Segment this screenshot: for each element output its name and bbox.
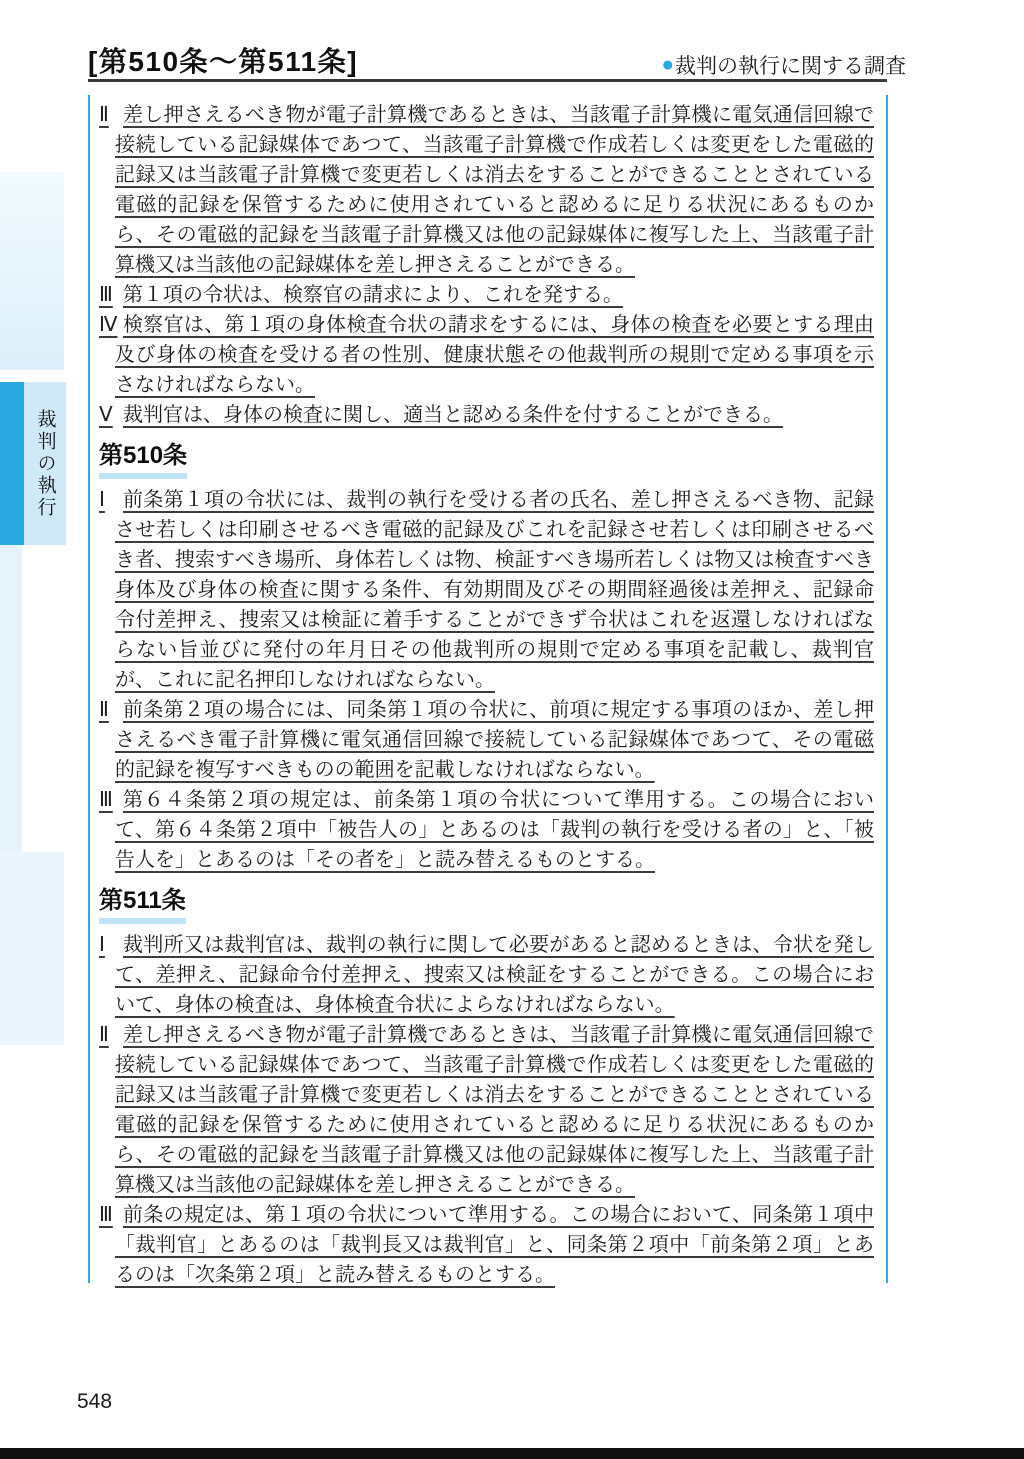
paragraph-text: 差し押さえるべき物が電子計算機であるときは、当該電子計算機に電気通信回線で接続している記録媒体であつて、当該電子計算機で作成若しくは変更をした電磁的記録又は当該電子計算機で変更若しくは消去をすることができることとされている電磁的記録を保管するために使用されていると認めるに足りる状況にあるものから、その電磁的記録を当該電子計算機又は他の記録媒体に複写した上、当該電子計算機又は当該他の記録媒体を差し押さえることができる。 [115, 1024, 874, 1196]
provision-paragraph [90, 310, 874, 400]
paragraph-number: Ⅳ [99, 314, 118, 336]
article-heading-510 [99, 440, 874, 479]
sidebar-section-tab [0, 382, 66, 545]
bullet-icon: ● [661, 53, 674, 76]
paragraph-text: 裁判官は、身体の検査に関し、適当と認める条件を付することができる。 [123, 404, 783, 426]
sidebar-tab-accent-bar [0, 382, 24, 545]
paragraph-number: Ⅱ [99, 104, 109, 126]
paragraph-text: 第６４条第２項の規定は、前条第１項の令状について準用する。この場合において、第６４条第２項中「被告人の」とあるのは「裁判の執行を受ける者の」と、「被告人を」とあるのは「その者を」と読み替えるものとする。 [115, 789, 874, 871]
provision-paragraph [90, 1200, 874, 1290]
paragraph-number: Ⅱ [99, 699, 109, 721]
paragraph-number: Ⅰ [99, 934, 105, 956]
provision-paragraph [90, 1020, 874, 1200]
provision-paragraph [90, 695, 874, 785]
sidebar-lower-block [0, 852, 64, 1045]
paragraph-text: 前条第１項の令状には、裁判の執行を受ける者の氏名、差し押さえるべき物、記録させ若しくは印刷させるべき電磁的記録及びこれを記録させ若しくは印刷させるべき者、捜索すべき場所、身体若しくは物、検証すべき場所若しくは物又は検査すべき身体及び身体の検査に関する条件、有効期間及びその期間経過後は差押え、記録命令付差押え、捜索又は検証に着手することができず令状はこれを返還しなければならない旨並びに発付の年月日その他裁判所の規則で定める事項を記載し、裁判官が、これに記名押印しなければならない。 [115, 489, 874, 691]
provision-paragraph [90, 400, 874, 430]
sidebar-gradient [0, 172, 64, 370]
sidebar-tab-label-area [24, 382, 66, 545]
page-header [88, 40, 906, 80]
bottom-bar [0, 1448, 1024, 1459]
page-number: 548 [77, 1390, 113, 1413]
provision-paragraph [90, 485, 874, 695]
article-heading-511-label: 第511条 [99, 885, 186, 924]
paragraph-number: Ⅱ [99, 1024, 109, 1046]
paragraph-number: Ⅴ [99, 404, 113, 426]
paragraph-number: Ⅲ [99, 1204, 113, 1226]
paragraph-text: 前条の規定は、第１項の令状について準用する。この場合において、同条第１項中「裁判官」とあるのは「裁判長又は裁判官」と、同条第２項中「前条第２項」とあるのは「次条第２項」と読み替えるものとする。 [115, 1204, 874, 1286]
article-range-title: [第510条～第511条] [88, 46, 359, 77]
header-divider [88, 79, 887, 82]
paragraph-text: 第１項の令状は、検察官の請求により、これを発する。 [123, 284, 623, 306]
paragraph-text: 裁判所又は裁判官は、裁判の執行に関して必要があると認めるときは、令状を発して、差押え、記録命令付差押え、捜索又は検証をすることができる。この場合において、身体の検査は、身体検査令状によらなければならない。 [115, 934, 874, 1016]
article-heading-510-label: 第510条 [99, 440, 187, 479]
paragraph-text: 前条第２項の場合には、同条第１項の令状に、前項に規定する事項のほか、差し押さえるべき電子計算機に電気通信回線で接続している記録媒体であつて、その電磁的記録を複写すべきものの範囲を記載しなければならない。 [115, 699, 874, 781]
article-heading-511 [99, 885, 874, 924]
section-topic [661, 50, 906, 80]
paragraph-text: 差し押さえるべき物が電子計算機であるときは、当該電子計算機に電気通信回線で接続している記録媒体であつて、当該電子計算機で作成若しくは変更をした電磁的記録又は当該電子計算機で変更若しくは消去をすることができることとされている電磁的記録を保管するために使用されていると認めるに足りる状況にあるものから、その電磁的記録を当該電子計算機又は他の記録媒体に複写した上、当該電子計算機又は当該他の記録媒体を差し押さえることができる。 [115, 104, 874, 276]
paragraph-number: Ⅲ [99, 789, 113, 811]
paragraph-text: 検察官は、第１項の身体検査令状の請求をするには、身体の検査を必要とする理由及び身体の検査を受ける者の性別、健康状態その他裁判所の規則で定める事項を示さなければならない。 [115, 314, 874, 396]
provision-paragraph [90, 930, 874, 1020]
provision-paragraph [90, 100, 874, 280]
paragraph-number: Ⅰ [99, 489, 105, 511]
provision-body [88, 95, 888, 1286]
sidebar-tab-label: 裁判の執行 [34, 408, 56, 519]
paragraph-number: Ⅲ [99, 284, 113, 306]
provision-paragraph [90, 280, 874, 310]
section-topic-label: 裁判の執行に関する調査 [675, 55, 906, 78]
provision-paragraph [90, 785, 874, 875]
